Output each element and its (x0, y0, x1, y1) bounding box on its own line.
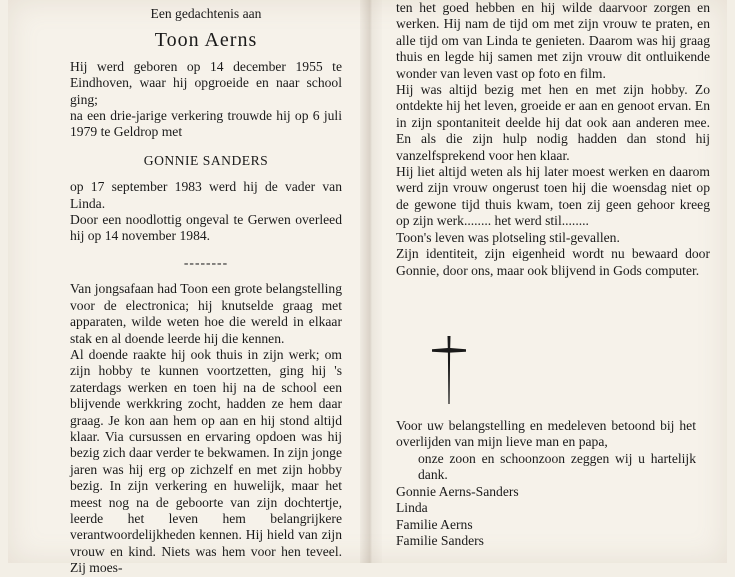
story-paragraph-3: ten het goed hebben en hij wilde daarvoor zorgen en werken. Hij nam de tijd om met zijn vrouw te praten, en alle tijd om van Linda te genieten. Daarom was hij graag thuis en legde hij samen met zijn vrouw dit ontluikende wonder van leven vast op foto en film. (396, 0, 710, 81)
birth-text: Hij werd geboren op 14 december 1955 te Eindhoven, waar hij opgroeide en naar school ging; (70, 58, 342, 107)
thanks-text-1: Voor uw belangstelling en medeleven betoond bij het overlijden van mijn lieve man en papa, (396, 418, 696, 450)
signature-family-sanders: Familie Sanders (396, 533, 484, 549)
story-paragraph-2: Al doende raakte hij ook thuis in zijn werk; om zijn hobby te kunnen voortzetten, ging hij 's zaterdags werken en toen hij na de school een blijvende werkkring zocht, hadden ze hem daar graag. Je kon aan hem op aan en hij stond altijd klaar. Via cursussen en ervaring opdoen was hij bezig zich daar verder te bekwamen. In zijn jonge jaren was hij erg op zichzelf en met zijn hobby bezig. In zijn verkering en huwelijk, maar het meest nog na de geboorte van zijn dochtertje, leerde het leven hem belangrijkere verantwoordelijkheden kennen. Hij hield van zijn vrouw en kind. Niets was hem voor hen teveel. Zij moes- (70, 346, 342, 576)
signature-linda: Linda (396, 500, 428, 516)
thanks-text-2: onze zoon en schoonzoon zeggen wij u hartelijk dank. (418, 450, 696, 483)
thanks-block (396, 418, 696, 484)
card-fold (360, 0, 382, 563)
cross-icon (429, 334, 469, 406)
card-heading: Een gedachtenis aan (150, 6, 262, 21)
child-text: op 17 september 1983 werd hij de vader van Linda. (70, 179, 342, 211)
death-text: Door een noodlottig ongeval te Gerwen overleed hij op 14 november 1984. (70, 212, 342, 244)
signature-gonnie: Gonnie Aerns-Sanders (396, 484, 519, 499)
story-paragraph-5: Hij liet altijd weten als hij later moest werken en daarom werd zijn vrouw ongerust toen hij die woensdag niet op de gewone tijd thuis kwam, toen zij geen gehoor kreeg op zijn werk........ het werd stil........ (396, 164, 710, 229)
signature-family-aerns: Familie Aerns (396, 516, 473, 532)
story-paragraph-6: Toon's leven was plotseling stil-gevallen. (396, 229, 620, 245)
signatures (396, 484, 519, 550)
engagement-text: na een drie-jarige verkering trouwde hij op 6 juli 1979 te Geldrop met (70, 108, 342, 140)
spouse-name: GONNIE SANDERS (143, 152, 269, 168)
story-paragraph-1: Van jongsafaan had Toon een grote belangstelling voor de electronica; hij knutselde graag met apparaten, wilde weten hoe die wereld in elkaar stak en al doende leerde hij die kennen. (70, 281, 342, 346)
right-page (396, 0, 710, 279)
separator: -------- (183, 254, 229, 270)
left-page (70, 0, 342, 577)
story-paragraph-4: Hij was altijd bezig met hen en met zijn hobby. Zo ontdekte hij het leven, groeide er aan en genoot ervan. En in zijn spontaniteit deelde hij dat ook aan anderen mee. En als die zijn hulp nodig hadden dan stond hij vanzelfsprekend voor hen klaar. (396, 82, 710, 163)
deceased-name: Toon Aerns (154, 29, 258, 52)
story-paragraph-7: Zijn identiteit, zijn eigenheid wordt nu bewaard door Gonnie, door ons, maar ook blijvend in Gods computer. (396, 246, 710, 278)
